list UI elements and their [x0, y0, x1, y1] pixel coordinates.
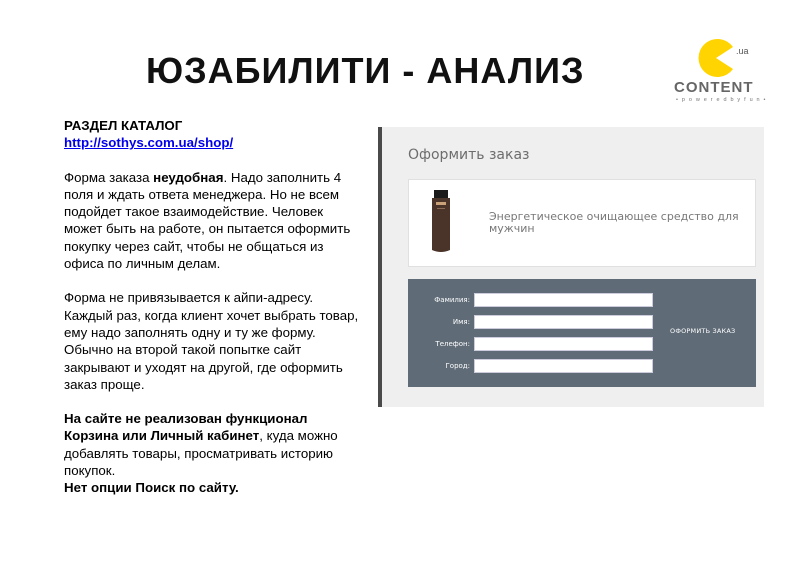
product-bottle-icon — [431, 190, 451, 254]
product-card — [408, 179, 756, 267]
analysis-notes — [64, 117, 364, 497]
logo-brand: CONTENT — [674, 79, 754, 96]
note-paragraph-4 — [64, 479, 364, 496]
pacman-icon — [696, 38, 736, 78]
form-title: Оформить заказ — [408, 147, 530, 163]
note-paragraph-1 — [64, 169, 364, 273]
submit-order-button[interactable]: ОФОРМИТЬ ЗАКАЗ — [670, 327, 736, 335]
name-input[interactable] — [474, 315, 653, 329]
note-emphasis: На сайте не реализован функционал Корзина или Личный кабинет — [64, 411, 308, 444]
city-input[interactable] — [474, 359, 653, 373]
slide-title: ЮЗАБИЛИТИ - АНАЛИЗ — [146, 50, 585, 91]
phone-input[interactable] — [474, 337, 653, 351]
note-text: , куда можно добавлять товары, просматривать историю покупок. — [64, 428, 338, 479]
note-text: Форма заказа — [64, 169, 154, 185]
note-text: . Надо заполнить 4 поля и ждать ответа менеджера. Но не всем подойдет такое взаимодействие. Человек может быть на работе, он пытается оформить покупку через сайт, чтобы не общаться из офиса по личным делам. — [64, 169, 351, 272]
order-form-screenshot — [378, 127, 764, 407]
order-panel — [408, 279, 756, 387]
field-label: Телефон: — [435, 340, 470, 348]
logo-suffix: .ua — [736, 46, 749, 56]
content-ua-logo — [672, 36, 767, 108]
section-heading: РАЗДЕЛ КАТАЛОГ — [64, 118, 183, 133]
field-label: Фамилия: — [434, 296, 470, 304]
note-emphasis: неудобная — [153, 169, 224, 185]
field-label: Имя: — [452, 318, 470, 326]
field-label: Город: — [445, 362, 470, 370]
field-row-surname — [408, 293, 658, 309]
note-emphasis: Нет опции Поиск по сайту. — [64, 480, 239, 496]
field-row-name — [408, 315, 658, 331]
note-paragraph-3 — [64, 410, 364, 479]
logo-tagline: • p o w e r e d b y f u n • — [676, 97, 767, 103]
field-row-city — [408, 359, 658, 375]
shop-link[interactable]: http://sothys.com.ua/shop/ — [64, 135, 234, 151]
surname-input[interactable] — [474, 293, 653, 307]
product-name: Энергетическое очищающее средство для мужчин — [489, 210, 739, 235]
field-row-phone — [408, 337, 658, 353]
note-paragraph-2: Форма не привязывается к айпи-адресу. Каждый раз, когда клиент хочет выбрать товар, ему надо заполнять одну и ту же форму. Обычно на второй такой попытке сайт закрывают и уходят на другой, где оформить заказ проще. — [64, 290, 359, 392]
